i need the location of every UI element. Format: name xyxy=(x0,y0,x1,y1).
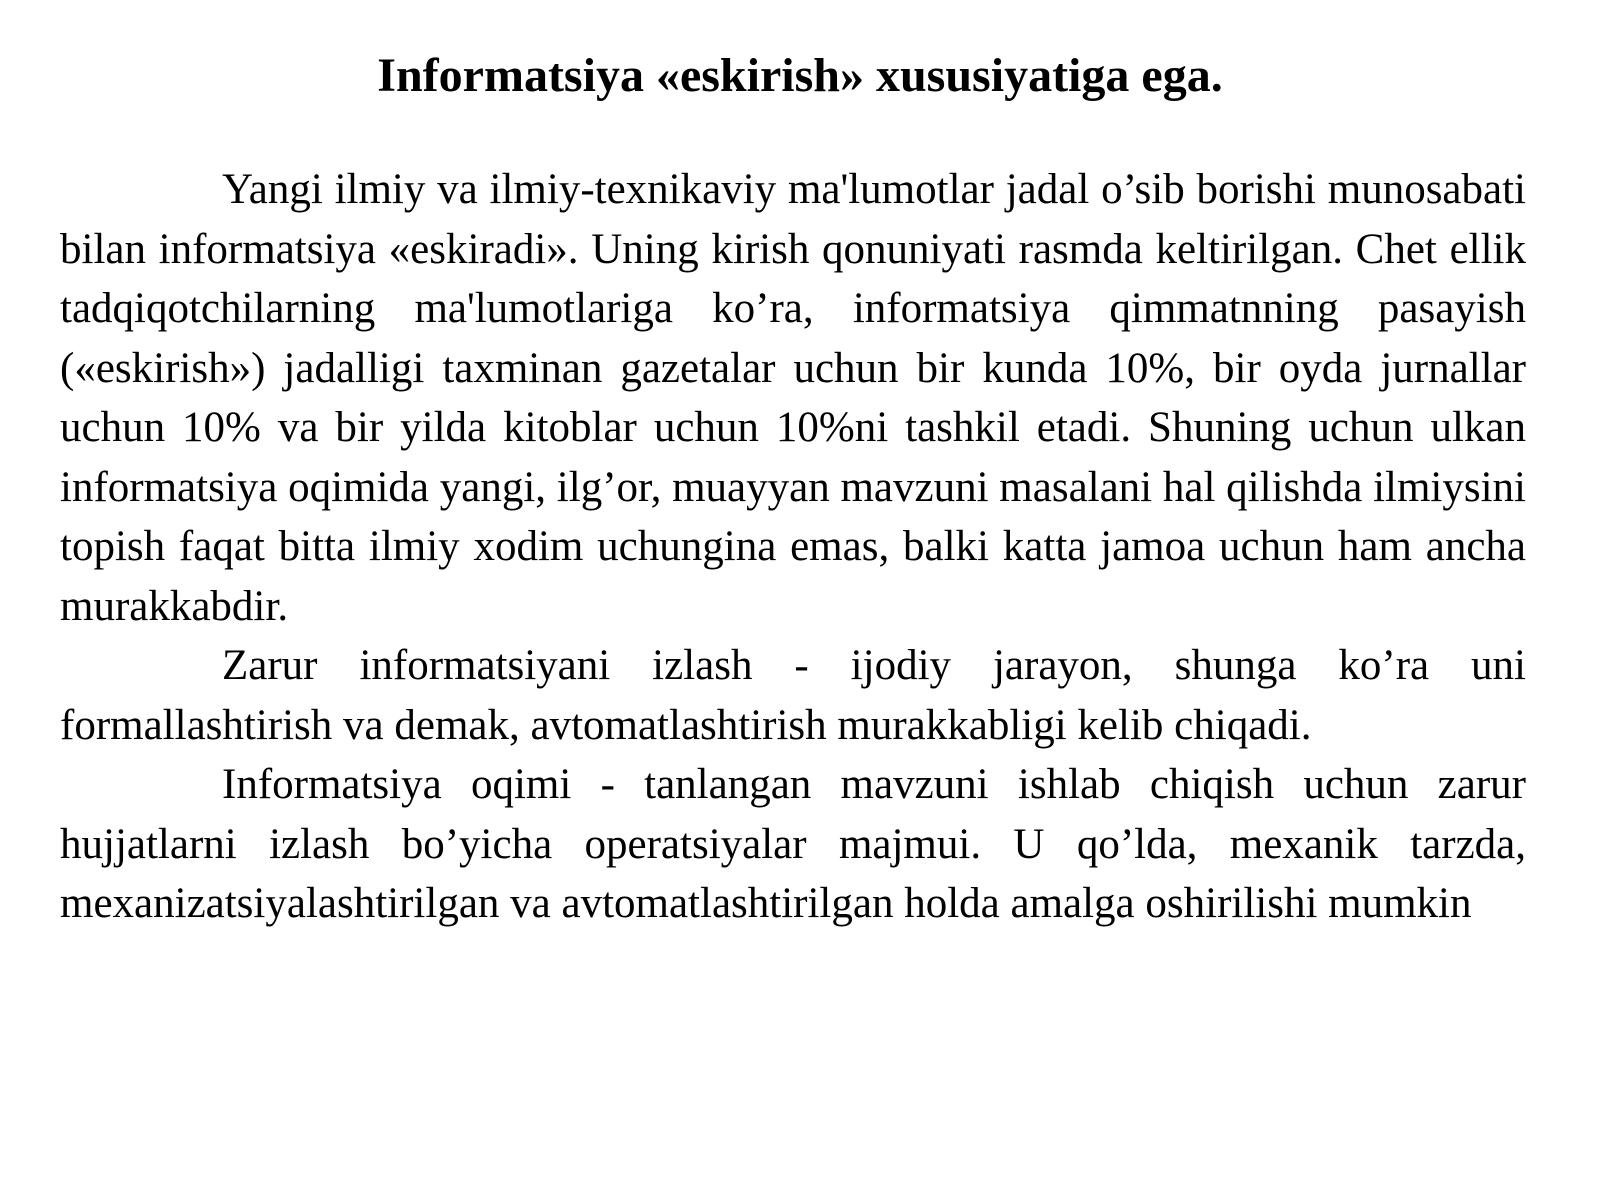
paragraph-3: Informatsiya oqimi - tanlangan mavzuni ishlab chiqish uchun zarur hujjatlarni izlash bo’yicha operatsiyalar majmui. U qo’lda, mexanik tarzda, mexanizatsiyalashtirilgan va avtomatlashtirilgan holda amalga oshirilishi mumkin xyxy=(60,761,1526,927)
paragraph-1: Yangi ilmiy va ilmiy-texnikaviy ma'lumotlar jadal o’sib borishi munosabati bilan informatsiya «eskiradi». Uning kirish qonuniyati rasmda keltirilgan. Chet ellik tadqiqotchilarning ma'lumotlariga ko’ra, informatsiya qimmatnning pasayish («eskirish») jadalligi taxminan gazetalar uchun bir kunda 10%, bir oyda jurnallar uchun 10% va bir yilda kitoblar uchun 10%ni tashkil etadi. Shuning uchun ulkan informatsiya oqimida yangi, ilg’or, muayyan mavzuni masalani hal qilishda ilmiysini topish faqat bitta ilmiy xodim uchungina emas, balki katta jamoa uchun ham ancha murakkabdir. xyxy=(60,166,1526,630)
document-body xyxy=(60,160,1526,934)
paragraph-2: Zarur informatsiyani izlash - ijodiy jarayon, shunga ko’ra uni formallashtirish va demak, avtomatlashtirish murakkabligi kelib chiqadi. xyxy=(60,642,1526,749)
document-title: Informatsiya «eskirish» xususiyatiga ega. xyxy=(377,49,1223,102)
